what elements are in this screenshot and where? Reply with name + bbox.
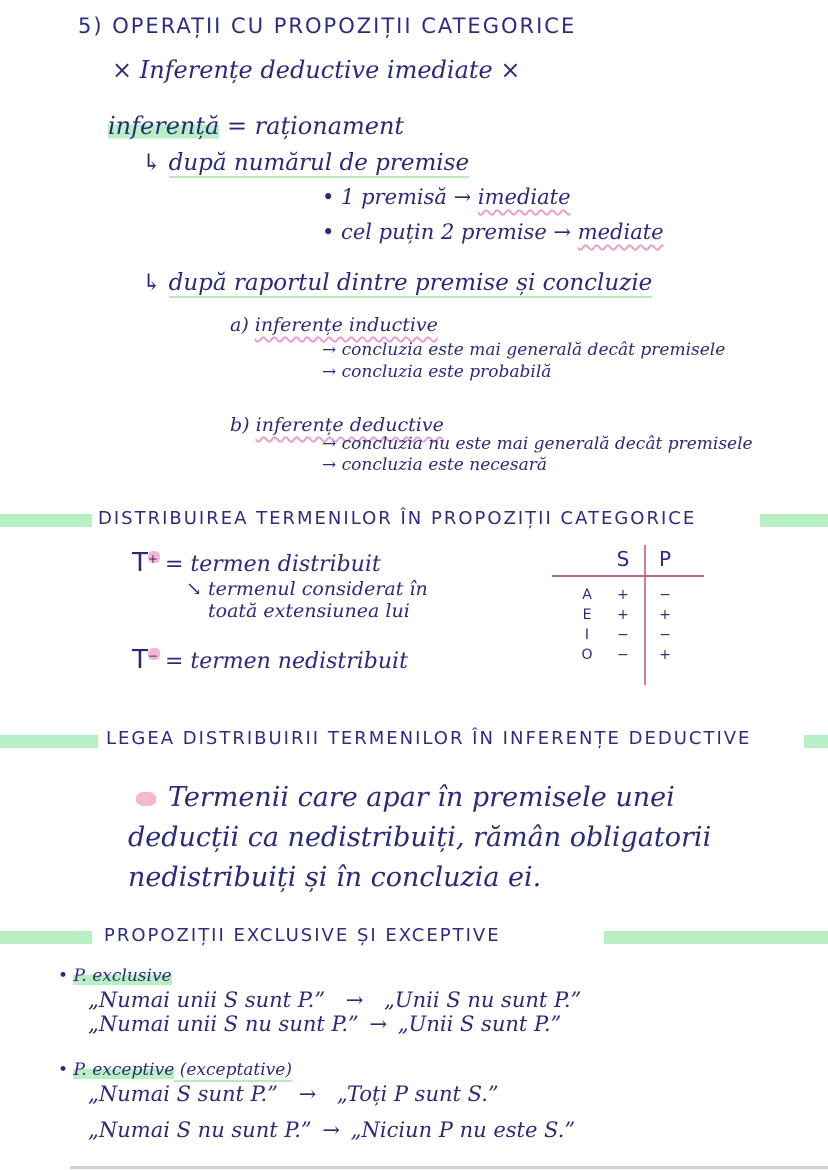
t-plus-note: ↘ termenul considerat în: [186, 578, 428, 600]
table-cell-s: −: [617, 647, 629, 663]
section-highlight-bar: [0, 931, 92, 944]
exceptive-row: „Numai S sunt P.” → „Toți P sunt S.”: [88, 1082, 499, 1106]
exclusive-exceptive-heading: PROPOZIȚII EXCLUSIVE ȘI EXCEPTIVE: [104, 925, 501, 946]
exceptive-label: • P. exceptive (exceptative): [58, 1060, 292, 1080]
table-row-type: A: [582, 587, 592, 603]
by-relation-heading: ↳ după raportul dintre premise și concluzie: [142, 270, 653, 296]
inductive-point: → concluzia este mai generală decât premisele: [322, 340, 726, 360]
section-highlight-bar: [804, 735, 828, 748]
inference-definition-rest: = raționament: [219, 112, 405, 140]
exclusive-label: • P. exclusive: [58, 966, 172, 986]
arrow-right-icon: →: [369, 1012, 388, 1036]
arrow-right-icon: →: [345, 988, 364, 1012]
page-bottom-edge: [70, 1166, 828, 1169]
exclusive-row: „Numai unii S nu sunt P.” → „Unii S sunt P.”: [88, 1012, 562, 1036]
deductive-title: b) inferențe deductive: [230, 414, 444, 436]
by-premise-count-heading: ↳ după numărul de premise: [142, 150, 470, 176]
deductive-point: → concluzia nu este mai generală decât premisele: [322, 434, 753, 454]
distribution-heading: DISTRIBUIREA TERMENILOR ÎN PROPOZIȚII CATEGORICE: [98, 508, 697, 529]
table-divider-horizontal: [552, 575, 704, 577]
inference-term: inferență: [108, 112, 220, 140]
law-line: Termenii care apar în premisele unei: [136, 782, 675, 813]
t-plus-note: toată extensiunea lui: [208, 600, 410, 622]
table-divider-vertical: [644, 545, 646, 685]
premise-item-mediate: • cel puțin 2 premise → mediate: [322, 220, 664, 244]
table-row-type: E: [582, 607, 592, 623]
table-cell-p: +: [659, 607, 671, 623]
exceptive-row: „Numai S nu sunt P.” → „Niciun P nu este S.”: [88, 1118, 576, 1142]
table-row-type: I: [584, 627, 590, 643]
t-minus-definition: T− = termen nedistribuit: [132, 645, 408, 675]
table-cell-p: +: [659, 647, 671, 663]
table-cell-s: +: [617, 607, 629, 623]
arrow-right-icon: →: [298, 1082, 317, 1106]
exclusive-row: „Numai unii S sunt P.” → „Unii S nu sunt P.”: [88, 988, 582, 1012]
table-cell-p: −: [659, 627, 671, 643]
section-highlight-bar: [0, 735, 98, 748]
law-line: nedistribuiți și în concluzia ei.: [128, 862, 542, 893]
branch-arrow-icon: ↳: [142, 270, 169, 296]
t-plus-definition: T+ = termen distribuit: [132, 548, 381, 578]
section-highlight-bar: [760, 514, 828, 527]
inference-definition: [108, 112, 404, 140]
table-header-s: S: [616, 547, 630, 571]
branch-arrow-icon: ↳: [142, 150, 169, 176]
distribution-table: [552, 545, 712, 685]
page-title: 5) OPERAȚII CU PROPOZIȚII CATEGORICE: [78, 14, 577, 38]
premise-item-immediate: • 1 premisă → imediate: [322, 185, 571, 209]
pink-bullet-icon: [136, 792, 156, 806]
page-subtitle: × Inferențe deductive imediate ×: [112, 56, 521, 84]
inductive-title: a) inferențe inductive: [230, 314, 438, 336]
law-heading: LEGEA DISTRIBUIRII TERMENILOR ÎN INFERENȚE DEDUCTIVE: [106, 728, 752, 749]
table-cell-s: −: [617, 627, 629, 643]
law-line: deducții ca nedistribuiți, rămân obligatorii: [128, 822, 712, 853]
arrow-right-icon: →: [322, 1118, 340, 1142]
section-highlight-bar: [604, 931, 828, 944]
table-cell-p: −: [659, 587, 671, 603]
section-highlight-bar: [0, 514, 92, 527]
deductive-point: → concluzia este necesară: [322, 455, 547, 475]
table-header-p: P: [658, 547, 672, 571]
inductive-point: → concluzia este probabilă: [322, 362, 552, 382]
table-cell-s: +: [617, 587, 629, 603]
table-row-type: O: [581, 647, 593, 663]
